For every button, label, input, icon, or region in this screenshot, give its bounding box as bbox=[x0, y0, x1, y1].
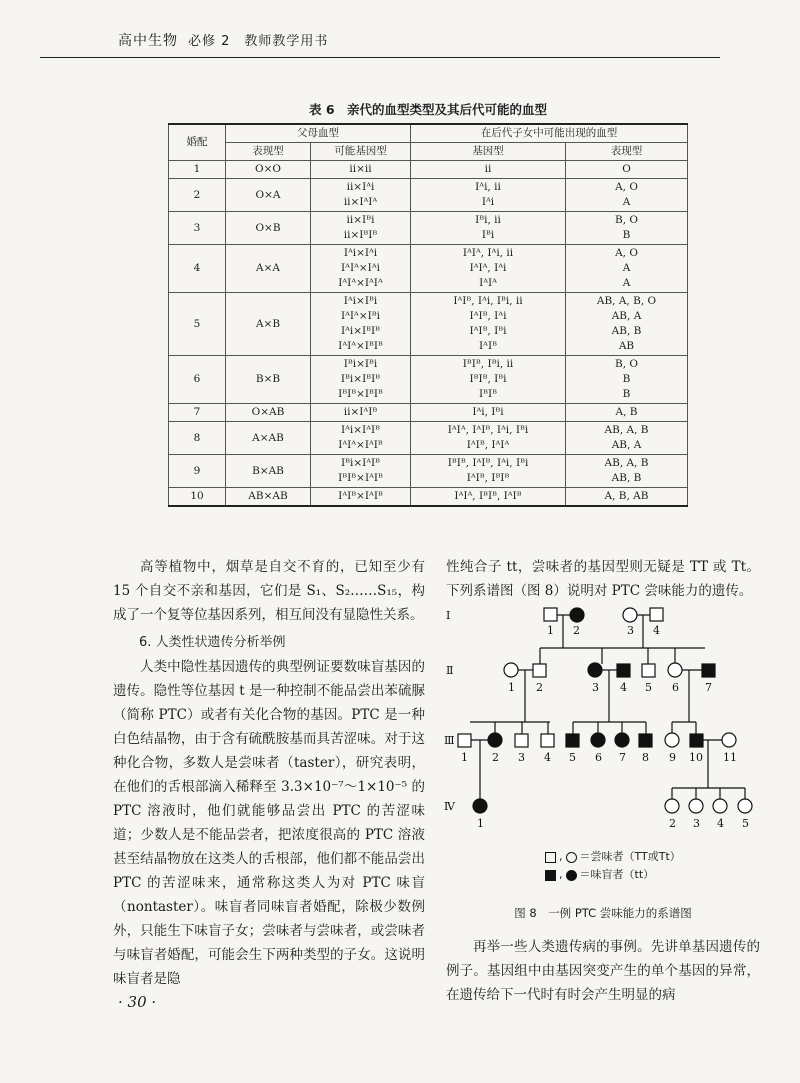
cell-child-phenotype-line: B bbox=[622, 229, 631, 241]
cell-child-phenotype-line: AB, A, B, O bbox=[596, 295, 657, 307]
table-row bbox=[169, 161, 688, 179]
svg-text:4: 4 bbox=[620, 681, 627, 694]
cell-parent-genotype-line: IᴬIᴬ×IᴬIᴬ bbox=[338, 277, 383, 289]
female-circle-icon bbox=[566, 852, 577, 863]
cell-marriage-no bbox=[169, 356, 226, 404]
cell-parent-genotype bbox=[311, 179, 411, 212]
header-rule bbox=[40, 57, 720, 58]
cell-child-phenotype-line: B, O bbox=[615, 214, 638, 226]
legend-nontaster: ＝味盲者（tt） bbox=[579, 868, 655, 881]
right-column-top bbox=[446, 555, 760, 603]
cell-parent-genotype bbox=[311, 455, 411, 488]
pedigree-lines bbox=[470, 615, 745, 800]
gen2-7-male bbox=[702, 664, 715, 677]
gen2-1-female bbox=[504, 663, 518, 677]
cell-child-genotype-line: IᴬIᴮ, Iᴮi bbox=[469, 325, 507, 337]
svg-text:1: 1 bbox=[508, 681, 515, 694]
cell-child-genotype-line: IᴬIᴬ, IᴮIᴮ, IᴬIᴮ bbox=[454, 490, 522, 502]
gen-label-2: Ⅱ bbox=[446, 664, 454, 677]
cell-marriage-no-text: 2 bbox=[193, 188, 201, 201]
cell-marriage-no-text: 3 bbox=[193, 221, 201, 234]
cell-child-phenotype bbox=[566, 356, 688, 404]
svg-text:1: 1 bbox=[461, 751, 468, 764]
cell-parent-genotype bbox=[311, 356, 411, 404]
cell-child-phenotype bbox=[566, 245, 688, 293]
svg-text:5: 5 bbox=[645, 681, 652, 694]
cell-parent-genotype-line: ii×IᴬIᴮ bbox=[343, 406, 378, 418]
cell-parent-genotype bbox=[311, 245, 411, 293]
svg-text:10: 10 bbox=[689, 751, 703, 764]
cell-parent-phenotype bbox=[226, 422, 311, 455]
cell-parent-genotype-line: Iᴬi×IᴬIᴮ bbox=[340, 424, 380, 436]
table-row bbox=[169, 455, 688, 488]
right-column-bottom bbox=[446, 935, 760, 1007]
cell-child-phenotype-line: B, O bbox=[615, 358, 638, 370]
cell-marriage-no-text: 1 bbox=[193, 163, 201, 175]
cell-child-phenotype-line: B bbox=[622, 388, 631, 400]
cell-child-phenotype-line: AB, B bbox=[611, 472, 642, 484]
svg-text:8: 8 bbox=[642, 751, 649, 764]
cell-child-genotype-line: IᴮIᴮ bbox=[478, 388, 498, 400]
cell-child-phenotype-line: AB, A, B bbox=[604, 424, 649, 436]
cell-parent-genotype-line: ii×Iᴮi bbox=[346, 214, 375, 226]
paragraph-disease: 再举一些人类遗传病的事例。先讲单基因遗传的例子。基因组中由基因突变产生的单个基因的异常，在遗传给下一代时有时会产生明显的病 bbox=[446, 939, 760, 1003]
cell-parent-genotype-line: ii×IᴮIᴮ bbox=[343, 229, 378, 241]
cell-child-genotype-line: IᴬIᴮ bbox=[479, 340, 497, 352]
table-row bbox=[169, 356, 688, 404]
gen3-11-female bbox=[722, 733, 736, 747]
cell-child-phenotype bbox=[566, 422, 688, 455]
cell-child-genotype-line: Iᴮi, ii bbox=[475, 214, 501, 226]
cell-parent-phenotype-text: O×O bbox=[254, 163, 281, 175]
cell-child-phenotype bbox=[566, 293, 688, 356]
table-row bbox=[169, 422, 688, 455]
header-marriage: 婚配 bbox=[169, 124, 226, 161]
cell-parent-phenotype-text: O×AB bbox=[251, 406, 285, 418]
filled-square-icon bbox=[545, 870, 556, 881]
cell-parent-phenotype bbox=[226, 455, 311, 488]
book-title: 高中生物 bbox=[118, 33, 178, 49]
running-header bbox=[118, 30, 328, 50]
blood-type-table bbox=[168, 123, 688, 507]
cell-parent-genotype bbox=[311, 488, 411, 507]
cell-marriage-no bbox=[169, 179, 226, 212]
cell-parent-phenotype-text: A×A bbox=[256, 262, 280, 274]
cell-child-genotype-line: Iᴬi, ii bbox=[475, 181, 501, 193]
table-caption: 表 6 亲代的血型类型及其后代可能的血型 bbox=[308, 102, 548, 117]
book-subtitle: 必修 2 教师教学用书 bbox=[188, 34, 329, 49]
cell-parent-genotype-line: ii×Iᴬi bbox=[346, 181, 375, 193]
header-phenotype: 表现型 bbox=[226, 143, 311, 161]
cell-child-genotype-line: IᴬIᴬ, Iᴬi, ii bbox=[462, 247, 514, 259]
gen-label-1: I bbox=[446, 609, 451, 622]
cell-parent-genotype bbox=[311, 404, 411, 422]
cell-parent-genotype-line: IᴬIᴬ×IᴬIᴮ bbox=[338, 439, 383, 451]
svg-text:5: 5 bbox=[569, 751, 576, 764]
cell-child-genotype bbox=[411, 179, 566, 212]
gen2-5-male bbox=[642, 664, 655, 677]
gen4-2-female bbox=[665, 799, 679, 813]
cell-child-genotype bbox=[411, 245, 566, 293]
cell-parent-genotype-line: IᴬIᴬ×Iᴬi bbox=[341, 262, 380, 274]
cell-marriage-no bbox=[169, 404, 226, 422]
cell-child-genotype bbox=[411, 161, 566, 179]
cell-child-phenotype-line: A, B bbox=[615, 406, 638, 418]
cell-parent-genotype-line: Iᴬi×IᴮIᴮ bbox=[340, 325, 381, 337]
cell-child-genotype-line: IᴬIᴮ, Iᴬi bbox=[469, 310, 507, 322]
paragraph-ptc: 人类中隐性基因遗传的典型例证要数味盲基因的遗传。隐性等位基因 t 是一种控制不能品尝出苯硫脲（简称 PTC）或者有关化合物的基因。PTC 是一种白色结晶物，由于含有硫酰胺基而具苦涩味。对于这种化合物，多数人是尝味者（taster），研究表明，在他们的舌根部滴入稀释至 3.3×10⁻⁷～1×10⁻⁵ 的 PTC 溶液时，他们就能够品尝出 PTC 的苦涩味道；少数人是不能品尝者，把浓度很高的 PTC 溶液甚至结晶物放在这类人的舌根部，他们都不能品尝出 PTC 的苦涩味来，通常称这类人为对 PTC 味盲（nontaster）。味盲者同味盲者婚配，除极少数例外，只能生下味盲子女；尝味者与尝味者，或尝味者与味盲者婚配，可能会生下两种类型的子女。这说明味盲者是隐 bbox=[113, 659, 425, 987]
cell-parent-genotype-line: IᴬIᴬ×Iᴮi bbox=[340, 310, 380, 322]
cell-child-phenotype bbox=[566, 455, 688, 488]
svg-text:4: 4 bbox=[717, 817, 724, 830]
svg-text:9: 9 bbox=[669, 751, 676, 764]
cell-parent-phenotype-text: A×AB bbox=[252, 431, 284, 444]
paragraph-ptc-cont: 性纯合子 tt，尝味者的基因型则无疑是 TT 或 Tt。下列系谱图（图 8）说明对 PTC 尝味能力的遗传。 bbox=[446, 559, 760, 599]
cell-child-genotype-line: IᴬIᴬ, IᴬIᴮ, Iᴬi, Iᴮi bbox=[447, 424, 529, 436]
svg-text:3: 3 bbox=[693, 817, 700, 830]
cell-parent-phenotype bbox=[226, 212, 311, 245]
cell-marriage-no bbox=[169, 161, 226, 179]
cell-child-phenotype-line: B bbox=[622, 373, 631, 385]
svg-text:5: 5 bbox=[742, 817, 749, 830]
gen4-3-female bbox=[689, 799, 703, 813]
cell-parent-genotype-line: IᴮIᴮ×IᴮIᴮ bbox=[338, 388, 383, 400]
cell-marriage-no bbox=[169, 422, 226, 455]
gen3-9-female bbox=[665, 733, 679, 747]
svg-text:2: 2 bbox=[536, 681, 543, 694]
cell-child-genotype bbox=[411, 293, 566, 356]
gen3-1-male bbox=[458, 734, 471, 747]
page-number: · 30 · bbox=[118, 993, 157, 1011]
cell-parent-phenotype bbox=[226, 161, 311, 179]
gen3-4-male bbox=[541, 734, 554, 747]
cell-marriage-no bbox=[169, 455, 226, 488]
cell-child-phenotype-line: A, O bbox=[615, 181, 638, 193]
svg-text:11: 11 bbox=[723, 751, 737, 764]
cell-marriage-no-text: 4 bbox=[193, 262, 201, 274]
cell-child-genotype-line: IᴬIᴮ, IᴮIᴮ bbox=[466, 472, 510, 484]
cell-child-phenotype bbox=[566, 179, 688, 212]
cell-child-genotype-line: IᴬIᴬ, Iᴬi bbox=[469, 262, 507, 274]
cell-parent-phenotype-text: AB×AB bbox=[248, 490, 288, 502]
gen2-4-male bbox=[617, 664, 630, 677]
gen1-4-male bbox=[650, 608, 663, 621]
gen4-1-female bbox=[473, 799, 487, 813]
header-genotype: 基因型 bbox=[411, 143, 566, 161]
cell-marriage-no bbox=[169, 488, 226, 507]
cell-child-phenotype bbox=[566, 488, 688, 507]
cell-child-phenotype-line: A bbox=[622, 262, 631, 274]
male-square-icon bbox=[545, 852, 556, 863]
cell-marriage-no-text: 5 bbox=[193, 317, 201, 330]
svg-text:2: 2 bbox=[573, 624, 580, 637]
gen3-8-male bbox=[639, 734, 652, 747]
cell-parent-genotype bbox=[311, 422, 411, 455]
cell-parent-genotype-line: IᴮIᴮ×IᴬIᴮ bbox=[338, 472, 383, 484]
pedigree-chart bbox=[440, 600, 760, 840]
legend-taster: ＝尝味者（TT或Tt） bbox=[579, 850, 681, 863]
cell-child-phenotype-line: A bbox=[622, 277, 631, 289]
cell-parent-genotype-line: IᴬIᴮ×IᴬIᴮ bbox=[338, 490, 383, 502]
cell-child-genotype-line: IᴮIᴮ, IᴬIᴮ, Iᴬi, Iᴮi bbox=[447, 457, 529, 469]
svg-text:3: 3 bbox=[592, 681, 599, 694]
cell-marriage-no-text: 8 bbox=[193, 431, 201, 444]
cell-parent-phenotype bbox=[226, 293, 311, 356]
cell-parent-phenotype-text: O×B bbox=[255, 221, 281, 234]
cell-child-genotype bbox=[411, 422, 566, 455]
cell-marriage-no bbox=[169, 293, 226, 356]
header-child-phenotype: 表现型 bbox=[566, 143, 688, 161]
gen3-7-female bbox=[615, 733, 629, 747]
gen4-4-female bbox=[713, 799, 727, 813]
svg-text:2: 2 bbox=[669, 817, 676, 830]
cell-parent-genotype-line: Iᴬi×Iᴮi bbox=[343, 295, 378, 307]
cell-child-genotype-line: Iᴮi bbox=[481, 229, 495, 241]
cell-child-phenotype-line: AB bbox=[618, 340, 635, 352]
cell-parent-phenotype bbox=[226, 404, 311, 422]
cell-parent-phenotype bbox=[226, 179, 311, 212]
gen1-1-male bbox=[544, 608, 557, 621]
gen1-2-female bbox=[570, 608, 584, 622]
gen3-10-male bbox=[690, 734, 703, 747]
svg-text:1: 1 bbox=[477, 817, 484, 830]
cell-child-genotype-line: IᴬIᴬ bbox=[479, 277, 497, 289]
cell-parent-genotype-line: Iᴮi×IᴬIᴮ bbox=[340, 457, 381, 469]
gen2-3-female bbox=[588, 663, 602, 677]
cell-child-phenotype-line: AB, A, B bbox=[604, 457, 649, 469]
cell-child-phenotype-line: O bbox=[622, 163, 631, 175]
table-row bbox=[169, 404, 688, 422]
gen3-3-male bbox=[515, 734, 528, 747]
cell-child-genotype-line: Iᴬi bbox=[481, 196, 495, 208]
cell-child-phenotype-line: A bbox=[622, 196, 631, 208]
cell-child-genotype bbox=[411, 212, 566, 245]
gen3-2-female bbox=[488, 733, 502, 747]
gen2-2-male bbox=[533, 664, 546, 677]
cell-parent-genotype-line: ii×IᴬIᴬ bbox=[343, 196, 378, 208]
cell-marriage-no-text: 7 bbox=[193, 406, 201, 418]
gen1-3-female bbox=[623, 608, 637, 622]
paragraph-tobacco: 高等植物中，烟草是自交不育的，已知至少有 15 个自交不亲和基因，它们是 S₁、S₂……S₁₅，构成了一个复等位基因系列，相互间没有显隐性关系。 bbox=[113, 559, 425, 623]
cell-child-genotype-line: IᴬIᴮ, IᴬIᴬ bbox=[466, 439, 510, 451]
cell-child-genotype-line: IᴬIᴮ, Iᴬi, Iᴮi, ii bbox=[453, 295, 523, 307]
figure-caption: 图 8 一例 PTC 尝味能力的系谱图 bbox=[514, 906, 692, 920]
cell-child-phenotype-line: A, O bbox=[615, 247, 638, 259]
cell-child-phenotype bbox=[566, 404, 688, 422]
header-possible-genotype: 可能基因型 bbox=[311, 143, 411, 161]
svg-text:7: 7 bbox=[705, 681, 712, 694]
svg-text:6: 6 bbox=[595, 751, 602, 764]
section-heading: 6. 人类性状遗传分析举例 bbox=[139, 635, 286, 650]
filled-circle-icon bbox=[566, 870, 577, 881]
cell-parent-genotype-line: Iᴮi×IᴮIᴮ bbox=[340, 373, 381, 385]
cell-child-phenotype-line: AB, A bbox=[611, 310, 642, 322]
cell-child-genotype bbox=[411, 488, 566, 507]
cell-child-phenotype bbox=[566, 161, 688, 179]
table-row bbox=[169, 245, 688, 293]
svg-text:7: 7 bbox=[619, 751, 626, 764]
cell-marriage-no-text: 10 bbox=[190, 490, 204, 502]
cell-parent-phenotype bbox=[226, 245, 311, 293]
pedigree-legend: , ＝尝味者（TT或Tt） , ＝味盲者（tt） bbox=[545, 848, 681, 884]
cell-parent-genotype bbox=[311, 212, 411, 245]
cell-child-genotype bbox=[411, 455, 566, 488]
cell-marriage-no bbox=[169, 212, 226, 245]
table-row bbox=[169, 179, 688, 212]
gen2-6-female bbox=[668, 663, 682, 677]
cell-parent-genotype-line: Iᴬi×Iᴬi bbox=[343, 247, 378, 259]
cell-child-genotype-line: ii bbox=[484, 163, 492, 175]
svg-text:1: 1 bbox=[547, 624, 554, 637]
cell-child-genotype bbox=[411, 356, 566, 404]
cell-child-genotype bbox=[411, 404, 566, 422]
svg-text:4: 4 bbox=[653, 624, 660, 637]
gen-label-4: Ⅳ bbox=[444, 800, 455, 813]
cell-parent-phenotype-text: B×AB bbox=[252, 464, 284, 477]
svg-text:2: 2 bbox=[492, 751, 499, 764]
svg-text:6: 6 bbox=[672, 681, 679, 694]
cell-parent-phenotype-text: O×A bbox=[255, 188, 281, 201]
cell-child-genotype-line: IᴮIᴮ, Iᴮi, ii bbox=[462, 358, 514, 370]
cell-child-phenotype bbox=[566, 212, 688, 245]
cell-parent-genotype bbox=[311, 293, 411, 356]
cell-parent-genotype bbox=[311, 161, 411, 179]
gen3-6-female bbox=[591, 733, 605, 747]
cell-child-genotype-line: IᴮIᴮ, Iᴮi bbox=[469, 373, 507, 385]
table-row bbox=[169, 293, 688, 356]
left-column bbox=[113, 555, 425, 991]
cell-parent-phenotype bbox=[226, 488, 311, 507]
gen4-5-female bbox=[738, 799, 752, 813]
cell-marriage-no-text: 6 bbox=[193, 373, 201, 385]
cell-marriage-no-text: 9 bbox=[193, 464, 201, 477]
header-parents: 父母血型 bbox=[226, 124, 411, 143]
cell-parent-genotype-line: IᴬIᴬ×IᴮIᴮ bbox=[338, 340, 383, 352]
gen-label-3: Ⅲ bbox=[444, 734, 455, 747]
cell-parent-phenotype-text: A×B bbox=[255, 317, 281, 330]
svg-text:3: 3 bbox=[627, 624, 634, 637]
svg-text:4: 4 bbox=[544, 751, 551, 764]
cell-child-phenotype-line: A, B, AB bbox=[604, 490, 649, 502]
cell-parent-genotype-line: Iᴮi×Iᴮi bbox=[343, 358, 378, 370]
gen3-5-male bbox=[566, 734, 579, 747]
cell-child-phenotype-line: AB, B bbox=[611, 325, 642, 337]
cell-child-phenotype-line: AB, A bbox=[611, 439, 642, 451]
cell-parent-phenotype bbox=[226, 356, 311, 404]
pedigree-labels bbox=[444, 609, 749, 830]
table-row bbox=[169, 488, 688, 507]
svg-text:3: 3 bbox=[518, 751, 525, 764]
cell-parent-genotype-line: ii×ii bbox=[349, 163, 372, 175]
cell-parent-phenotype-text: B×B bbox=[255, 373, 281, 385]
table-row bbox=[169, 212, 688, 245]
cell-child-genotype-line: Iᴬi, Iᴮi bbox=[472, 406, 504, 418]
cell-marriage-no bbox=[169, 245, 226, 293]
header-children: 在后代子女中可能出现的血型 bbox=[411, 124, 688, 143]
